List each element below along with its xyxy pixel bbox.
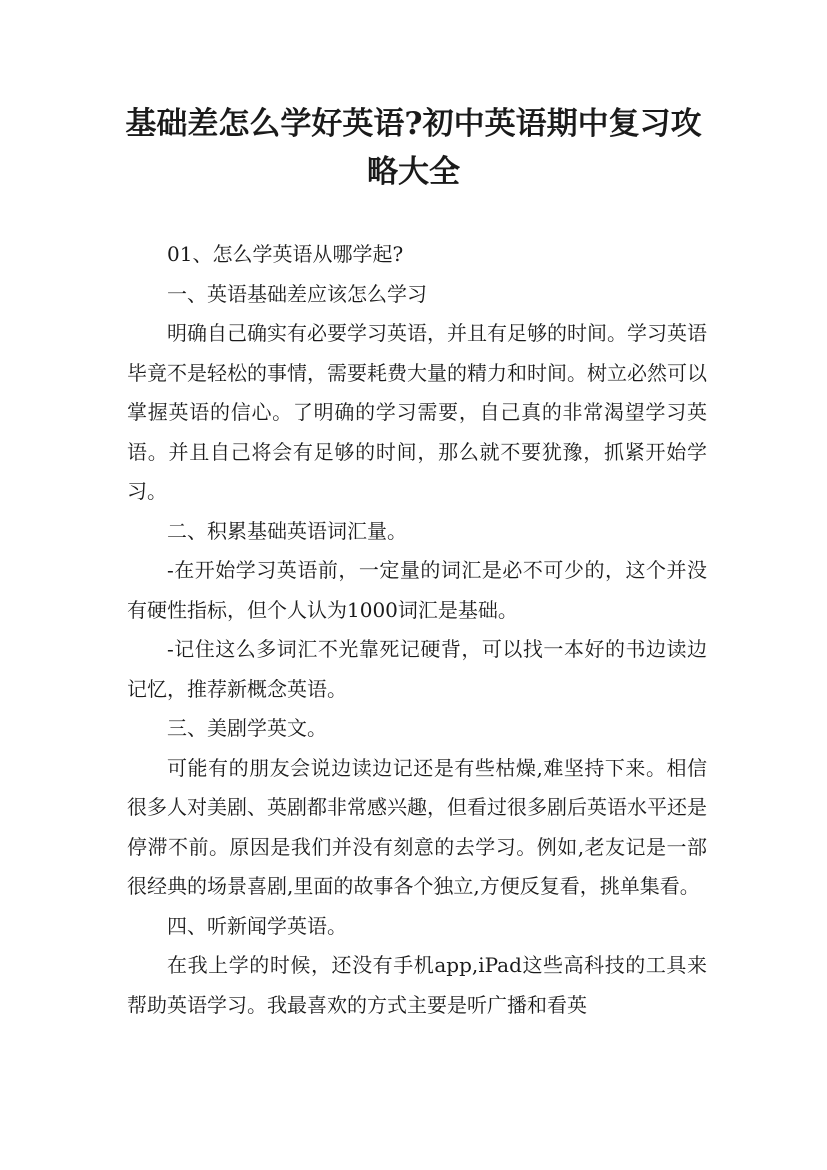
section-heading: 一、英语基础差应该怎么学习 [167,281,427,306]
section-heading: 二、积累基础英语词汇量。 [167,518,407,543]
document-body [127,235,707,1025]
section-heading: 四、听新闻学英语。 [167,913,347,938]
body-paragraph: 明确自己确实有必要学习英语，并且有足够的时间。学习英语毕竟不是轻松的事情，需要耗费大量的精力和时间。树立必然可以掌握英语的信心。了明确的学习需要，自己真的非常渴望学习英语。并且自己将会有足够的时间，那么就不要犹豫，抓紧开始学习。 [127,321,707,503]
section-heading: 01、怎么学英语从哪学起? [167,242,404,266]
body-paragraph: -在开始学习英语前，一定量的词汇是必不可少的，这个并没有硬性指标，但个人认为1000词汇是基础。 [127,558,707,622]
document-title: 基础差怎么学好英语?初中英语期中复习攻略大全 [125,106,702,190]
body-paragraph: 在我上学的时候，还没有手机app,iPad这些高科技的工具来帮助英语学习。我最喜欢的方式主要是听广播和看英 [127,953,707,1017]
body-paragraph: -记住这么多词汇不光靠死记硬背，可以找一本好的书边读边记忆，推荐新概念英语。 [127,637,707,701]
body-paragraph: 可能有的朋友会说边读边记还是有些枯燥,难坚持下来。相信很多人对美剧、英剧都非常感兴趣，但看过很多剧后英语水平还是停滞不前。原因是我们并没有刻意的去学习。例如,老友记是一部很经典的场景喜剧,里面的故事各个独立,方便反复看，挑单集看。 [127,755,707,898]
section-heading: 三、美剧学英文。 [167,716,327,740]
